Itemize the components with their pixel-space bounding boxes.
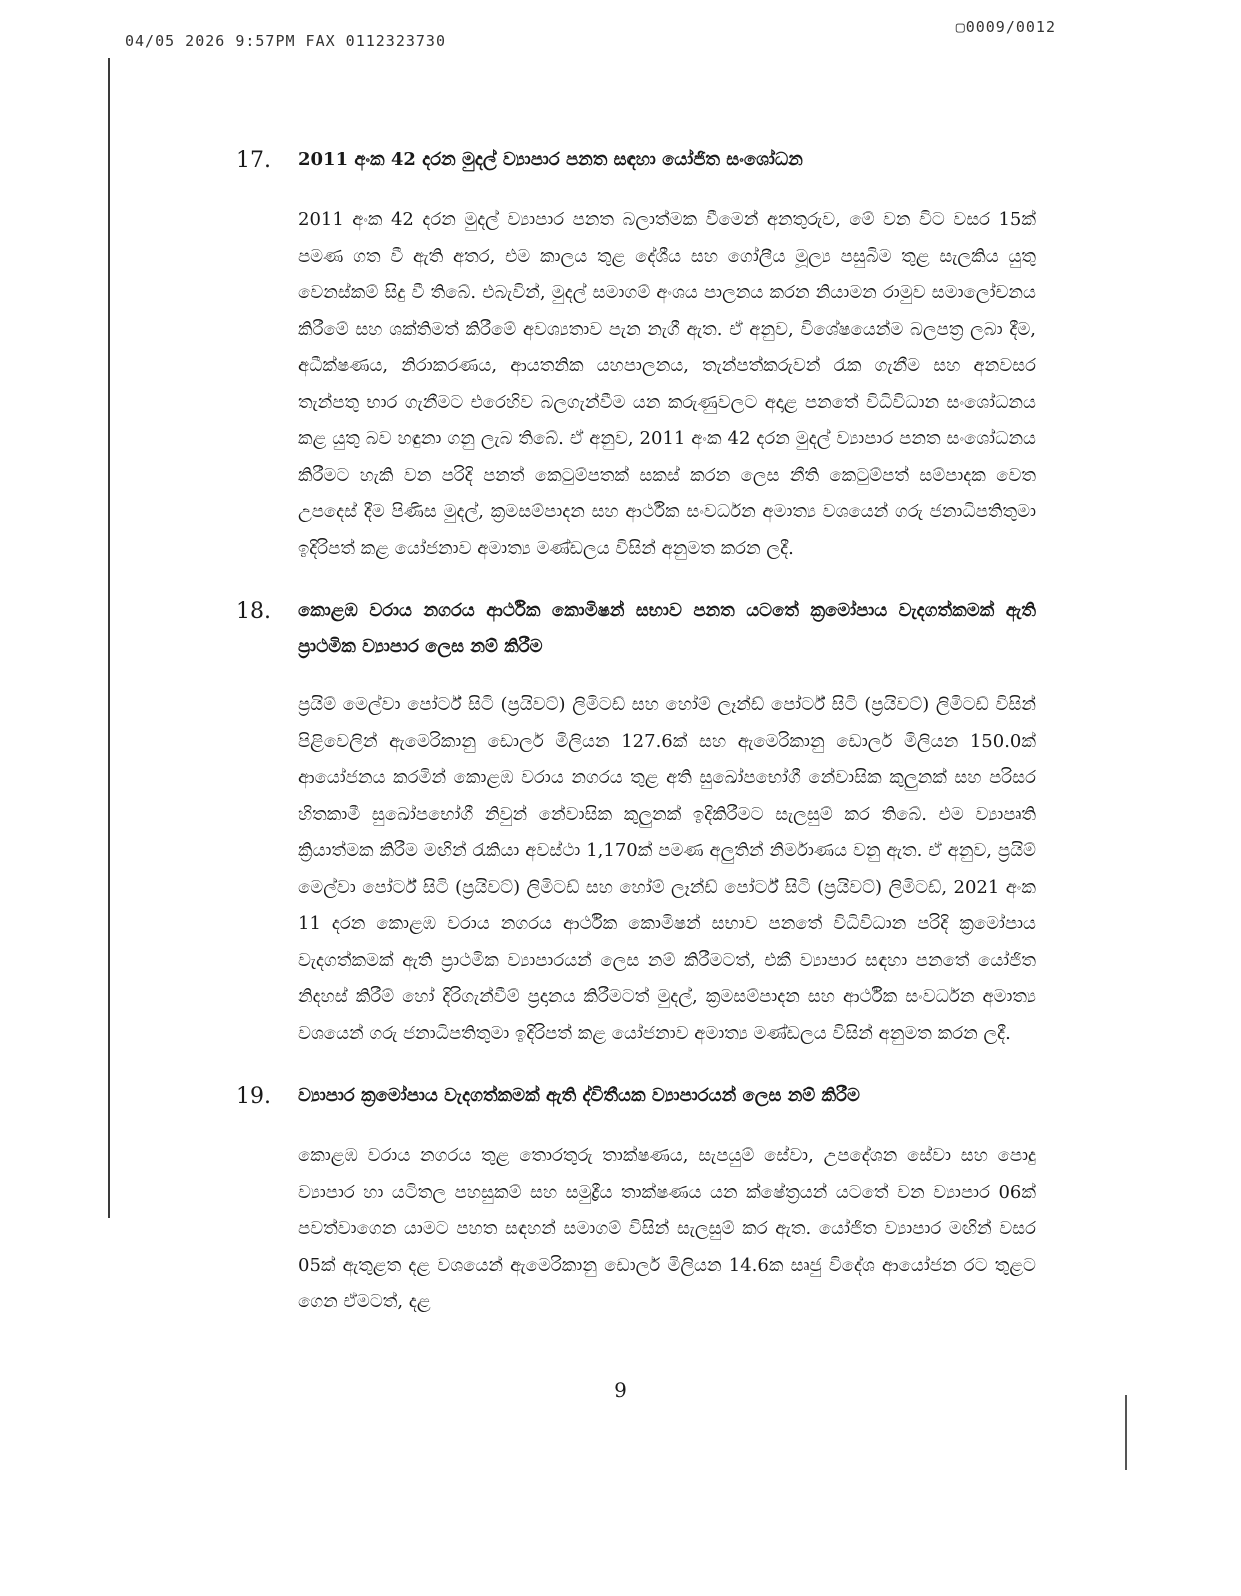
section-paragraph: ප්‍රයිම් මෙල්වා පෝර්ට් සිටි (ප්‍රයිවට්) ලිමිටඩ් සහ හෝම් ලෑන්ඩ් පෝර්ට් සිටි (ප්‍රයිවට්) ලිමිටඩ් විසින් පිළිවෙලින් ඇමෙරිකානු ඩොලර් මිලියන 127.6ක් සහ ඇමෙරිකානු ඩොලර් මිලියන 150.0ක් ආයෝජනය කරමින් කොළඹ වරාය නගරය තුළ අති සුඛෝපභෝගී නේවාසික කුලුනක් සහ පරිසර හිතකාමී සුඛෝපභෝගී නිවුන් නේවාසික කුලුනක් ඉදිකිරීමට සැලසුම් කර තිබේ. එම ව්‍යාපෘති ක්‍රියාත්මක කිරීම මඟින් රැකියා අවස්ථා 1,170ක් පමණ අලුතින් නිර්මාණය වනු ඇත. ඒ අනුව, ප්‍රයිම් මෙල්වා පෝර්ට් සිටි (ප්‍රයිවට්) ලිමිටඩ් සහ හෝම් ලෑන්ඩ් පෝර්ට් සිටි (ප්‍රයිවට්) ලිමිටඩ්, 2021 අංක 11 දරන කොළඹ වරාය නගරය ආර්ථික කොමිෂන් සභාව පනතේ විධිවිධාන පරිදි ක්‍රමෝපාය වැදගත්කමක් ඇති ප්‍රාථමික ව්‍යාපාරයන් ලෙස නම් කිරීමටත්, එකී ව්‍යාපාර සඳහා පනතේ යෝජිත නිදහස් කිරීම් හෝ දිරිගැන්වීම් ප්‍රදානය කිරීමටත් මුදල්, ක්‍රමසම්පාදන සහ ආර්ථික සංවර්ධන අමාත්‍ය වශයෙන් ගරු ජනාධිපතිතුමා ඉදිරිපත් කළ යෝජනාව අමාත්‍ය මණ්ඩලය විසින් අනුමත කරන ලදී. — [298, 694, 1036, 1044]
section-number: 17. — [236, 148, 271, 173]
document-body — [236, 142, 1036, 1347]
fax-header: 04/05 2026 9:57PM FAX 0112323730 — [125, 32, 446, 50]
section-title: 2011 අංක 42 දරන මුදල් ව්‍යාපාර පනත සඳහා යෝජිත සංශෝධන — [298, 149, 803, 170]
section-number: 19. — [236, 1084, 271, 1109]
page-number: 9 — [614, 1378, 627, 1402]
section-heading — [236, 142, 1036, 180]
section-heading — [236, 1078, 1036, 1116]
fax-page-counter: ▢0009/0012 — [955, 18, 1056, 36]
section-title: කොළඹ වරාය නගරය ආර්ථික කොමිෂන් සභාව පනත යටතේ ක්‍රමෝපාය වැදගත්කමක් ඇති ප්‍රාථමික ව්‍යාපාර ලෙස නම් කිරීම — [298, 600, 1036, 657]
section-paragraph: 2011 අංක 42 දරන මුදල් ව්‍යාපාර පනත බලාත්මක වීමෙන් අනතුරුව, මේ වන විට වසර 15ක් පමණ ගත වී ඇති අතර, එම කාලය තුළ දේශීය සහ ගෝලීය මූල්‍ය පසුබිම තුළ සැලකිය යුතු වෙනස්කම් සිදු වී තිබේ. එබැවින්, මුදල් සමාගම් අංශය පාලනය කරන නියාමන රාමුව සමාලෝචනය කිරීමේ සහ ශක්තිමත් කිරීමේ අවශ්‍යතාව පැන නැගී ඇත. ඒ අනුව, විශේෂයෙන්ම බලපත්‍ර ලබා දීම, අධීක්ෂණය, නිරාකරණය, ආයතනික යහපාලනය, තැන්පත්කරුවන් රැක ගැනීම සහ අනවසර තැන්පතු භාර ගැනීමට එරෙහිව බලගැන්වීම යන කරුණුවලට අදාළ පනතේ විධිවිධාන සංශෝධනය කළ යුතු බව හඳුනා ගනු ලැබ තිබේ. ඒ අනුව, 2011 අංක 42 දරන මුදල් ව්‍යාපාර පනත සංශෝධනය කිරීමට හැකි වන පරිදි පනත් කෙටුම්පතක් සකස් කරන ලෙස නීති කෙටුම්පත් සම්පාදක වෙත උපදෙස් දීම පිණිස මුදල්, ක්‍රමසම්පාදන සහ ආර්ථික සංවර්ධන අමාත්‍ය වශයෙන් ගරු ජනාධිපතිතුමා ඉදිරිපත් කළ යෝජනාව අමාත්‍ය මණ්ඩලය විසින් අනුමත කරන ලදී. — [298, 209, 1036, 559]
section-heading — [236, 593, 1036, 665]
section-19 — [236, 1078, 1036, 1321]
section-18 — [236, 593, 1036, 1052]
left-margin-rule — [108, 58, 110, 1218]
right-margin-rule — [1125, 1395, 1127, 1470]
section-17 — [236, 142, 1036, 567]
section-title: ව්‍යාපාර ක්‍රමෝපාය වැදගත්කමක් ඇති ද්විතීයක ව්‍යාපාරයන් ලෙස නම් කිරීම — [298, 1085, 860, 1106]
section-paragraph: කොළඹ වරාය නගරය තුළ තොරතුරු තාක්ෂණය, සැපයුම් සේවා, උපදේශන සේවා සහ පොදු ව්‍යාපාර හා යටිතල පහසුකම් සහ සමුද්‍රීය තාක්ෂණය යන ක්ෂේත්‍රයන් යටතේ වන ව්‍යාපාර 06ක් පවත්වාගෙන යාමට පහත සඳහන් සමාගම් විසින් සැලසුම් කර ඇත. යෝජිත ව්‍යාපාර මඟින් වසර 05ක් ඇතුළත දළ වශයෙන් ඇමෙරිකානු ඩොලර් මිලියන 14.6ක සෘජු විදේශ ආයෝජන රට තුළට ගෙන ඒමටත්, දළ — [298, 1145, 1036, 1312]
section-number: 18. — [236, 599, 271, 624]
